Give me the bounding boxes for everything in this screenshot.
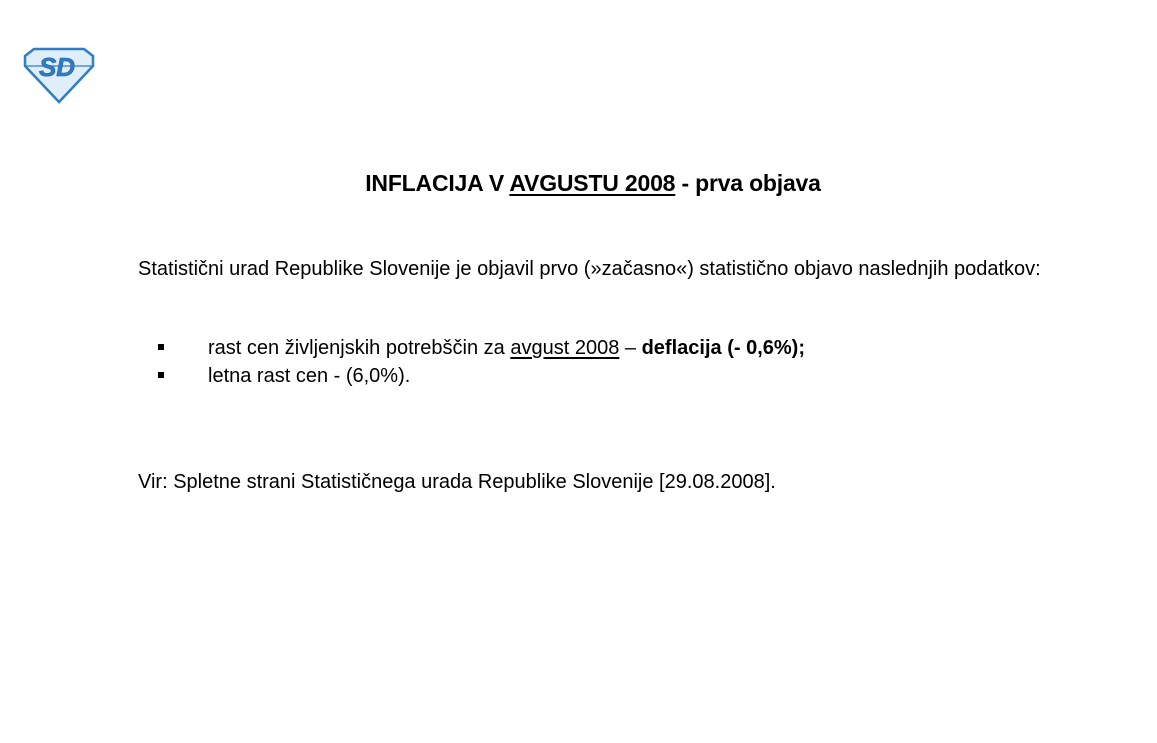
square-bullet-icon (158, 344, 164, 350)
title-month-underlined: AVGUSTU 2008 (509, 170, 676, 196)
shield-logo-icon (22, 46, 96, 104)
logo (22, 46, 96, 104)
bullet-text-pre: rast cen življenjskih potrebščin za (208, 337, 511, 359)
square-bullet-icon (158, 372, 164, 378)
source-note: Vir: Spletne strani Statističnega urada Republike Slovenije [29.08.2008]. (138, 471, 776, 493)
bullet-dash: – (619, 337, 642, 359)
svg-text:SD: SD (38, 52, 76, 82)
document-title (0, 170, 1157, 197)
bullet-text: letna rast cen - (6,0%). (208, 365, 411, 387)
title-part1: INFLACIJA V (365, 170, 510, 196)
list-item (138, 334, 1047, 362)
bullet-month-underlined: avgust 2008 (510, 337, 620, 359)
bullet-deflation-bold: deflacija (- 0,6%); (641, 337, 805, 359)
title-part2: - prva objava (675, 170, 821, 196)
intro-paragraph: Statistični urad Republike Slovenije je objavil prvo (»začasno«) statistično objavo naslednjih podatkov: (138, 258, 1041, 280)
list-item (138, 362, 1047, 390)
bullet-list (138, 334, 1047, 390)
